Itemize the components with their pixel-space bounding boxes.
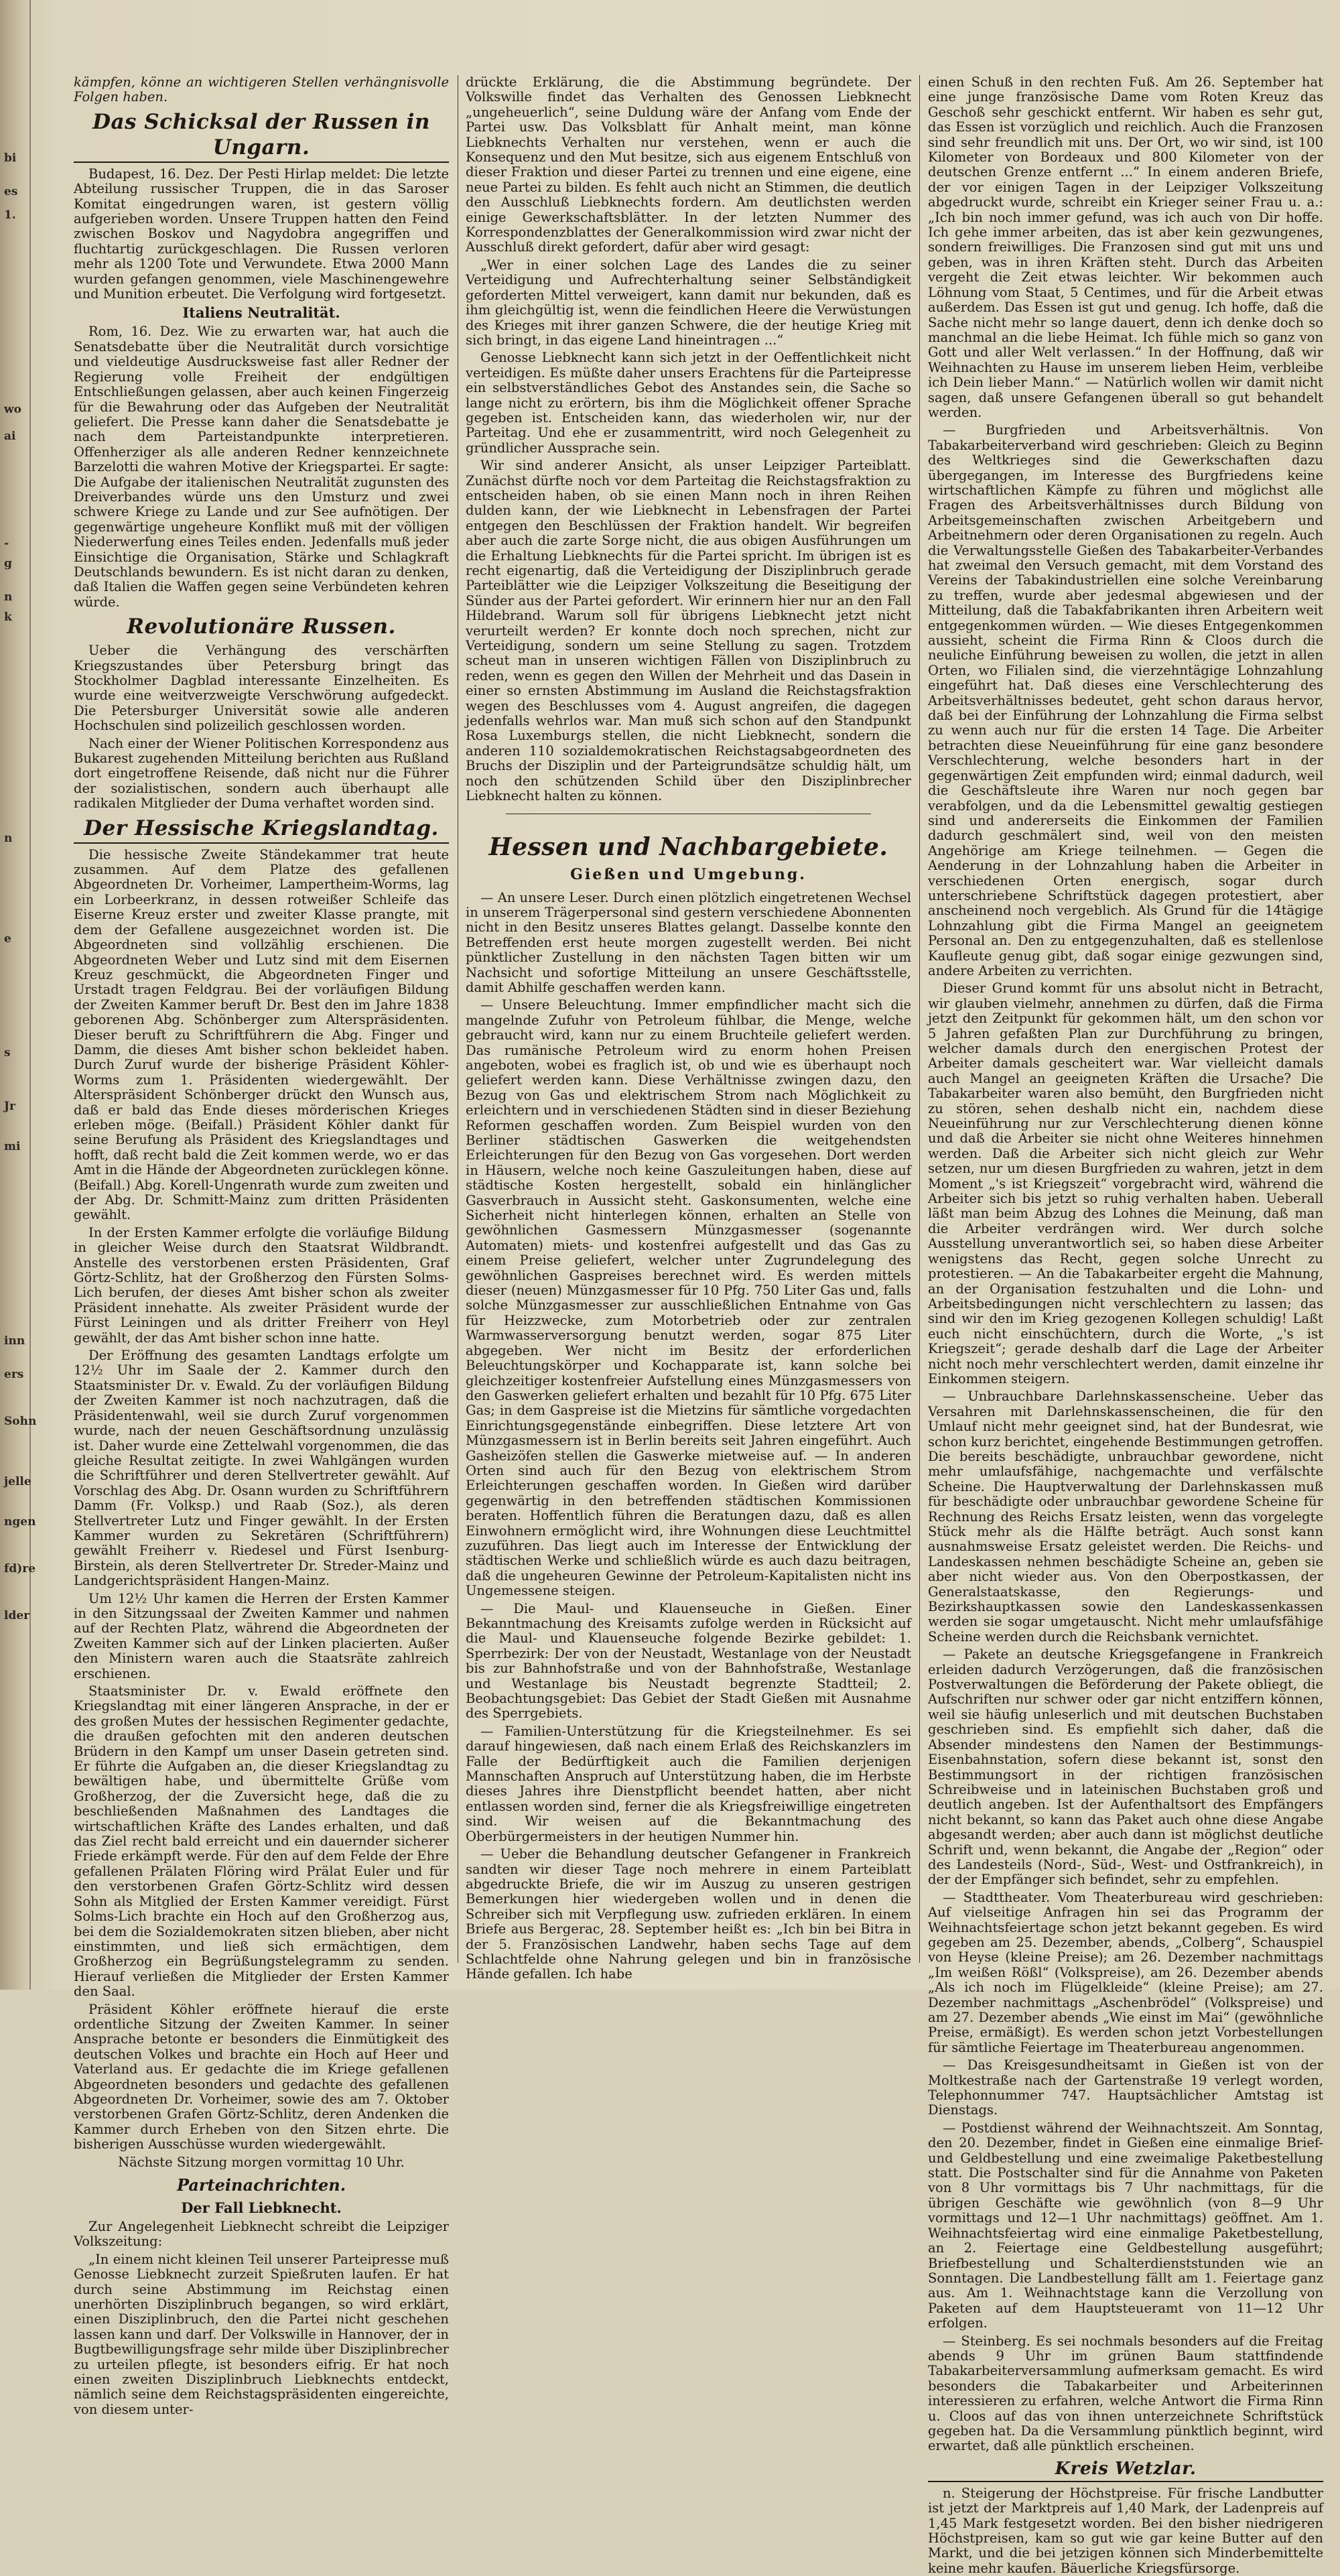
column-right xyxy=(928,74,1323,2576)
margin-fragment: ers xyxy=(4,1368,24,1381)
article-text: Ueber die Verhängung des verschärften Kriegszustandes über Petersburg bringt das Stockholmer Dagblad interessante Einzelheiten. Es wurde eine weitverzweigte Verschwörung aufgedeckt. Die Petersburger Universität sowie alle anderen Hochschulen sind polizeilich geschlossen worden. xyxy=(74,643,449,734)
news-item: — An unsere Leser. Durch einen plötzlich eingetretenen Wechsel in unserem Trägerpersonal sind gestern verschiedene Abonnenten nicht in den Besitz unseres Blattes gelangt. Dasselbe konnte den Betreffenden erst heute morgen zugestellt werden. Bei nicht pünktlicher Zustellung in den nächsten Tagen bitten wir um Nachsicht und sofortige Mitteilung an unsere Geschäftsstelle, damit Abhilfe geschaffen werden kann. xyxy=(466,889,911,995)
news-item: — Postdienst während der Weihnachtszeit. Am Sonntag, den 20. Dezember, findet in Gießen eine einmalige Brief- und Geldbestellung und eine zweimalige Paketbestellung statt. Die Postschalter sind für die Annahme von Paketen von 8 Uhr vormittags bis 7 Uhr nachmittags, für die übrigen Geschäfte wie gewöhnlich (von 8—9 Uhr vormittags und 12—1 Uhr nachmittags) geöffnet. Am 1. Weihnachtsfeiertag wird eine einmalige Paketbestellung, an 2. Feiertage eine Geldbestellung ausgeführt; Briefbestellung und Schalterdienststunden wie an Sonntagen. Die Landbestellung fällt am 1. Feiertage ganz aus. Am 1. Weihnachtstage kann die Verzollung von Paketen auf dem Hauptsteueramt von 11—12 Uhr erfolgen. xyxy=(928,2120,1323,2331)
article-text: Staatsminister Dr. v. Ewald eröffnete den Kriegslandtag mit einer längeren Ansprache, in der er des großen Mutes der hessischen Regimenter gedachte, die draußen gefochten mit den anderen deutschen Brüdern in den Kampf um unser Dasein getreten sind. Er führte die Aufgaben an, die dieser Kriegslandtag zu bewältigen habe, und übermittelte Grüße vom Großherzog, der die Zuversicht hege, daß die zu beschließenden Maßnahmen des Landtages die wirtschaftlichen Kräfte des Landes erhalten, und daß das Ziel recht bald erreicht und ein dauernder sicherer Friede erkämpft werde. Für den auf dem Felde der Ehre gefallenen Prälaten Flöring wird Prälat Euler und für den verstorbenen Grafen Görtz-Schlitz wird dessen Sohn als Mitglied der Ersten Kammer vereidigt. Fürst Solms-Lich brachte ein Hoch auf den Großherzog aus, bei dem die Sozialdemokraten sitzen blieben, aber nicht einstimmten, und ließ sich ermächtigen, dem Großherzog ein Begrüßungstelegramm zu senden. Hierauf verließen die Mitglieder der Ersten Kammer den Saal. xyxy=(74,1683,449,2000)
news-item: Dieser Grund kommt für uns absolut nicht in Betracht, wir glauben vielmehr, annehmen zu dürfen, daß die Firma jetzt den Zeitpunkt für gekommen hält, um den schon vor 5 Jahren gefaßten Plan zur Durchführung zu bringen, welcher damals durch den energischen Protest der Arbeiter damals gescheitert war. War vielleicht damals auch Mangel an geeigneten Kräften die Ursache? Die Tabakarbeiter waren also bemüht, den Burgfrieden nicht zu stören, sehen deshalb nicht ein, nachdem diese Neueinführung nur zur Verschlechterung dienen könne und daß die Arbeiter sie nicht ohne Weiteres hinnehmen werden. Daß die Arbeiter sich nicht gleich zur Wehr setzen, nur um diesen Burgfrieden zu wahren, jetzt in dem Moment „'s ist Kriegszeit“ vorgebracht wird, während die Arbeiter sich bis jetzt so ruhig verhalten haben. Ueberall läßt man beim Abzug des Lohnes die Meinung, daß man die Arbeiter verdrängen wird. Wer durch solche Ausstellung unverantwortlich sei, so haben diese Arbeiter wenigstens das Recht, gegen solche Unrecht zu protestieren. — An die Tabakarbeiter ergeht die Mahnung, an der Organisation festzuhalten und die Lohn- und Arbeitsbedingungen nicht verschlechtern zu lassen; das sind wir den im Krieg gezogenen Kollegen schuldig! Laßt euch nicht einschüchtern, durch die Worte, „'s ist Kriegszeit“; gerade deshalb darf die Lage der Arbeiter nicht noch mehr verschlechtert werden, damit einzelne ihr Einkommen steigern. xyxy=(928,980,1323,1387)
margin-fragment: 1. xyxy=(4,208,16,222)
news-item: — Das Kreisgesundheitsamt in Gießen ist von der Moltkestraße nach der Gartenstraße 19 verlegt worden, Telephonnummer 747. Hauptsächlicher Amtstag ist Dienstags. xyxy=(928,2057,1323,2118)
article-text: Budapest, 16. Dez. Der Pesti Hirlap meldet: Die letzte Abteilung russischer Truppen, die in das Saroser Komitat eingedrungen waren, ist gestern völlig aufgerieben worden. Unsere Truppen hatten den Feind zwischen Boskov und Nagydobra angegriffen und fluchtartig zurückgeschlagen. Die Russen verloren mehr als 1200 Tote und Verwundete. Etwa 2000 Mann wurden gefangen genommen, viele Maschinengewehre und Munition erbeutet. Die Verfolgung wird fortgesetzt. xyxy=(74,166,449,302)
headline-russen-ungarn: Das Schicksal der Russen in Ungarn. xyxy=(74,109,449,163)
margin-fragment: g xyxy=(4,557,12,570)
headline-italien: Italiens Neutralität. xyxy=(182,304,340,322)
news-item: — Unbrauchbare Darlehnskassenscheine. Ueber das Versahren mit Darlehnskassenscheinen, die für den Umlauf nicht mehr geeignet sind, hat der Bundesrat, wie schon kurz berichtet, eingehende Bestimmungen getroffen. Die bereits beschädigte, unbrauchbar gewordene, nicht mehr umlaufsfähige, nachgemachte und verfälschte Scheine. Die Hauptverwaltung der Darlehnskassen muß für beschädigte oder unbrauchbar gewordene Scheine für Rechnung des Reichs Ersatz leisten, wenn das vorgelegte Stück mehr als die Hälfte beträgt. Auch sonst kann ausnahmsweise Ersatz geleistet werden. Die Reichs- und Landeskassen nehmen beschädigte Scheine an, geben sie aber nicht wieder aus. Von den Oberpostkassen, der Generalstaatskasse, den Regierungs- und Bezirkshauptkassen sowie den Landeskassenkassen werden sie sogar umgetauscht. Nicht mehr umlaufsfähige Scheine werden durch die Reichsbank vernichtet. xyxy=(928,1389,1323,1645)
news-item: — Ueber die Behandlung deutscher Gefangener in Frankreich sandten wir dieser Tage noch mehrere in einem Parteiblatt abgedruckte Briefe, die wir im Auszug zu unseren gestrigen Bemerkungen hier wiedergeben wollen und in denen die Schreiber sich mit Verpflegung usw. zufrieden erklären. In einem Briefe aus Bergerac, 28. September heißt es: „Ich bin bei Bitra in der 5. Französischen Landwehr, haben sechs Tage auf dem Schlachtfelde ohne Nahrung gelegen und bin in französische Hände gefallen. Ich habe xyxy=(466,1846,911,1982)
headline-kriegslandtag: Der Hessische Kriegslandtag. xyxy=(74,816,449,844)
column-middle xyxy=(466,74,911,1982)
margin-fragment: Sohn xyxy=(4,1415,37,1428)
column-rule xyxy=(919,75,920,1963)
news-item: — Die Maul- und Klauenseuche in Gießen. Einer Bekanntmachung des Kreisamts zufolge werden in Rücksicht auf die Maul- und Klauenseuche folgende Bezirke gebildet: 1. Sperrbezirk: Der von der Neustadt, Westanlage von der Neustadt bis zur Bahnhofstraße und von der Bahnhofstraße, Westanlage und Westanlage bis Neustadt begrenzte Stadtteil; 2. Beobachtungsgebiet: Das Gebiet der Stadt Gießen mit Ausnahme des Sperrgebiets. xyxy=(466,1600,911,1722)
margin-fragment: es xyxy=(4,185,18,198)
article-text: Nach einer der Wiener Politischen Korrespondenz aus Bukarest zugehenden Mitteilung berichten aus Rußland dort eingetroffene Reisende, daß nicht nur die Führer der sozialistischen, sondern auch überhaupt alle radikalen Mitglieder der Duma verhaftet worden sind. xyxy=(74,735,449,812)
margin-fragment: inn xyxy=(4,1334,25,1348)
binding-edge xyxy=(0,0,37,1990)
article-text: einen Schuß in den rechten Fuß. Am 26. September hat eine junge französische Dame vom Roten Kreuz das Geschoß sehr geschickt entfernt. Wir haben es sehr gut, das Essen ist vorzüglich und reichlich. Auch die Franzosen sind sehr freundlich mit uns. Der Ort, wo wir sind, ist 100 Kilometer von Bordeaux und 800 Kilometer von der deutschen Grenze entfernt ...“ In einem anderen Briefe, der vor einigen Tagen in der Leipziger Volkszeitung abgedruckt wurde, schreibt ein Krieger seiner Frau u. a.: „Ich bin noch immer gefund, was ich auch von Dir hoffe. Ich gehe immer arbeiten, das ist aber kein gezwungenes, sondern freiwilliges. Die Franzosen sind gut mit uns und geben, was in ihren Kräften steht. Durch das Arbeiten vergeht die Zeit etwas leichter. Wir bekommen auch Löhnung vom Staat, 5 Centimes, und für die Arbeit etwas außerdem. Das Essen ist gut und genug. Ich hoffe, daß die Sache nicht mehr so lange dauert, denn ich denke doch so manchmal an die liebe Heimat. Ich fühle mich so ganz von Gott und aller Welt verlassen.“ In der Hoffnung, daß wir Weihnachten zu Hause im unserem lieben Heim, verbleibe ich Dein lieber Mann.“ — Natürlich wollen wir damit nicht sagen, daß unsere Gefangenen überall so gut behandelt werden. xyxy=(928,74,1323,420)
article-quote: „Wer in einer solchen Lage des Landes die zu seiner Verteidigung und Aufrechterhaltung seiner Selbständigkeit geforderten Mittel verweigert, kann damit nur bekunden, daß es ihm gleichgültig ist, wenn die feindlichen Heere die Verwüstungen des Krieges mit ihrer ganzen Schwere, die der heutige Krieg mit sich bringt, in das eigene Land hineintragen ...“ xyxy=(466,257,911,348)
news-item: — Pakete an deutsche Kriegsgefangene in Frankreich erleiden dadurch Verzögerungen, daß die französischen Postverwaltungen die Beförderung der Pakete obliegt, die Aufschriften nur schwer oder gar nicht entziffern können, weil sie häufig unleserlich und mit deutschen Buchstaben geschrieben sind. Es empfiehlt sich daher, daß die Absender mindestens den Namen der Bestimmungs-Eisenbahnstation, sofern diese bekannt ist, sonst den Bestimmungsort in der richtigen französischen Schreibweise und in lateinischen Buchstaben groß und deutlich angeben. Ist der Aufenthaltsort des Empfängers nicht bekannt, so kann das Paket auch ohne diese Angabe abgesandt werden; aber auch dann ist möglichst deutliche Schrift und, wenn bekannt, die Angabe der „Region“ oder des Landesteils (Nord-, Süd-, West- und Ostfrankreich), in der der Empfänger sich befindet, sehr zu empfehlen. xyxy=(928,1647,1323,1888)
article-text: drückte Erklärung, die die Abstimmung begründete. Der Volkswille findet das Verhalten des Genossen Liebknecht „ungeheuerlich“, seine Duldung wäre der Anfang vom Ende der Partei usw. Das Volksblatt für Anhalt meint, man könne Liebknechts Verhalten nur verstehen, wenn er auch die Konsequenz und den Mut besitze, sich aus eigenem Entschluß von dieser Fraktion und dieser Partei zu trennen und eine eigene, eine neue Partei zu bilden. Es fehlt auch nicht an Stimmen, die deutlich den Ausschluß Liebknechts fordern. Am deutlichsten werden einige Gewerkschaftsblätter. In der letzten Nummer des Korrespondenzblattes der Generalkommission wird zwar nicht der Ausschluß direkt gefordert, dafür aber wird gesagt: xyxy=(466,74,911,255)
headline-revolution: Revolutionäre Russen. xyxy=(127,615,396,639)
article-text: Wir sind anderer Ansicht, als unser Leipziger Parteiblatt. Zunächst dürfte noch vor dem Parteitag die Reichstagsfraktion zu entscheiden haben, ob sie einen Mann noch in ihren Reihen dulden kann, der wie Liebknecht in Lebensfragen der Partei entgegen den Beschlüssen der Fraktion handelt. Wir begreifen aber auch die zarte Sorge nicht, die aus obigen Ausführungen um die Erhaltung Liebknechts für die Partei spricht. Im übrigen ist es recht eigenartig, daß die Verteidigung der Disziplinbruch gerade Parteiblätter wie die Leipziger Volkszeitung die Beseitigung der Sünder aus der Partei gefordert. Wir erinnern hier nur an den Fall Hildebrand. Warum soll für übrigens Liebknecht jetzt nicht verurteilt werden? Er konnte doch noch sprechen, nicht zur Verteidigung, sondern um seine Stellung zu sagen. Trotzdem scheut man in unseren wichtigen Fällen von Disziplinbruch zu reden, wenn es gegen den Willen der Mehrheit und das Dasein in einer so ernsten Abstimmung im Ausland die Reichstagsfraktion wegen des Beschlusses vom 4. August angreifen, die dagegen jedenfalls wehrlos war. Man muß sich schon auf den Standpunkt Rosa Luxemburgs stellen, die nicht Liebknecht, sondern die anderen 110 sozialdemokratischen Reichstagsabgeordneten des Bruchs der Disziplin und der Parteigrundsätze schuldig hält, um noch den schützenden Schild über den Disziplinbrecher Liebknecht halten zu können. xyxy=(466,458,911,804)
margin-fragment: jelle xyxy=(4,1475,31,1488)
article-text: Um 12½ Uhr kamen die Herren der Ersten Kammer in den Sitzungssaal der Zweiten Kammer und nahmen auf der Rechten Platz, während die Abgeordneten der Zweiten Kammer sich auf der Linken placierten. Außer den Ministern waren auch die Staatsräte zahlreich erschienen. xyxy=(74,1590,449,1681)
news-item: n. Steigerung der Höchstpreise. Für frische Landbutter ist jetzt der Marktpreis auf 1,40 Mark, der Ladenpreis auf 1,45 Mark festgesetzt worden. Bei den bisher niedrigeren Höchstpreisen, kam so gut wie gar keine Butter auf den Markt, und die bei jetzigen können sich Minderbemittelte keine mehr kaufen. Bäuerliche Kriegsfürsorge. xyxy=(928,2485,1323,2576)
margin-fragment: - xyxy=(4,537,9,550)
news-item: — Steinberg. Es sei nochmals besonders auf die Freitag abends 9 Uhr im grünen Baum stattfindende Tabakarbeiterversammlung aufmerksam gemacht. Es wird besonders die Tabakarbeiter und Arbeiterinnen interessieren zu erfahren, welche Antwort die Firma Rinn u. Cloos auf das von ihnen unterzeichnete Schriftstück gegeben hat. Da die Versammlung pünktlich beginnt, wird erwartet, daß alle pünktlich erscheinen. xyxy=(928,2333,1323,2454)
article-text: Die hessische Zweite Ständekammer trat heute zusammen. Auf dem Platze des gefallenen Abgeordneten Dr. Vorheimer, Lampertheim-Worms, lag ein Lorbeerkranz, in dessen rotweißer Schleife das Eiserne Kreuz erster und zweiter Klasse prangte, mit dem der Gefallene ausgezeichnet worden ist. Die Abgeordneten sind vollzählig erschienen. Die Abgeordneten Weber und Lutz sind mit dem Eisernen Kreuz geschmückt, die Abgeordneten Finger und Urstadt tragen Feldgrau. Bei der vorläufigen Bildung der Zweiten Kammer beruft Dr. Best den im Jahre 1838 geborenen Abg. Schönberger zum Alterspräsidenten. Dieser beruft zu Schriftführern die Abg. Finger und Damm, die dieses Amt bisher schon bekleidet haben. Durch Zuruf wurde der bisherige Präsident Köhler-Worms zum 1. Präsidenten wiedergewählt. Der Alterspräsident Schönberger drückt den Wunsch aus, daß er bald das Ende dieses mörderischen Krieges erleben möge. (Beifall.) Präsident Köhler dankt für seine Berufung als Präsident des Kriegslandtages und hofft, daß recht bald die Zeit kommen werde, wo er das Amt in die Hände der Abgeordneten zurücklegen könne. (Beifall.) Abg. Korell-Ungenrath wurde zum zweiten und der Abg. Dr. Schmitt-Mainz zum dritten Präsidenten gewählt. xyxy=(74,846,449,1223)
margin-fragment: bi xyxy=(4,151,17,165)
article-text: Nächste Sitzung morgen vormittag 10 Uhr. xyxy=(118,2154,405,2170)
headline-parteinachrichten: Parteinachrichten. xyxy=(176,2175,346,2195)
margin-fragment: ai xyxy=(4,430,16,443)
headline-kreis-wetzlar: Kreis Wetzlar. xyxy=(928,2458,1323,2482)
margin-fragment: n xyxy=(4,590,13,604)
article-text: „In einem nicht kleinen Teil unserer Parteipresse muß Genosse Liebknecht zurzeit Spießruten laufen. Er hat durch seine Abstimmung im Reichstag einen unerhörten Disziplinbruch begangen, so wird erklärt, einen Disziplinbruch, den die Partei nicht geschehen lassen kann und darf. Der Volkswille in Hannover, der in Bugtbewilligungsfrage sehr milde über Disziplinbrecher zu urteilen pflegte, ist besonders eifrig. Er hat noch einen zweiten Disziplinbruch Liebknechts entdeckt, nämlich seine dem Reichstagspräsidenten eingereichte, von diesem unter- xyxy=(74,2251,449,2417)
news-item: — Stadttheater. Vom Theaterbureau wird geschrieben: Auf vielseitige Anfragen hin sei das Programm der Weihnachtsfeiertage schon jetzt bekannt gegeben. Es wird gegeben am 25. Dezember, abends, „Colberg“, Schauspiel von Heyse (kleine Preise); am 26. Dezember nachmittags „Im weißen Rößl“ (Volkspreise), am 26. Dezember abends „Als ich noch im Flügelkleide“ (kleine Preise); am 27. Dezember nachmittags „Aschenbrödel“ (Volkspreise) und am 27. Dezember abends „Wie einst im Mai“ (gewöhnliche Preise, ermäßigt). Es werden schon jetzt Vorbestellungen für sämtliche Feiertage im Theaterbureau angenommen. xyxy=(928,1889,1323,2055)
margin-fragment: Jr xyxy=(4,1100,15,1113)
news-item: — Familien-Unterstützung für die Kriegsteilnehmer. Es sei darauf hingewiesen, daß nach einem Erlaß des Reichskanzlers im Falle der Bedürftigkeit auch die Familien derjenigen Mannschaften Anspruch auf Unterstützung haben, die im Herbste dieses Jahres ihre Dienstpflicht beendet hatten, aber nicht entlassen worden sind, ferner die als Kriegsfreiwillige eingetreten sind. Wir weisen auf die Bekanntmachung des Oberbürgermeisters in der heutigen Nummer hin. xyxy=(466,1723,911,1844)
news-item: — Burgfrieden und Arbeitsverhältnis. Von Tabakarbeiterverband wird geschrieben: Gleich zu Beginn des Weltkrieges sind die Gewerkschaften dazu übergegangen, im Interesse des Burgfriedens keine wirtschaftlichen Kämpfe zu führen und möglichst alle Fragen des Arbeitsverhältnisses durch Bildung von Arbeitsgemeinschaften zwischen Arbeitgebern und Arbeitnehmern oder deren Organisationen zu regeln. Auch die Verwaltungsstelle Gießen des Tabakarbeiter-Verbandes hat zweimal den Versuch gemacht, mit dem Vorstand des Vereins der Tabakindustriellen eine solche Vereinbarung zu treffen, wurde aber jedesmal abgewiesen und der Mitteilung, daß die Tabakfabrikanten ihren Arbeitern weit entgegenkommen würden. — Wie dieses Entgegenkommen aussieht, scheint die Firma Rinn & Cloos durch die neuliche Einführung beweisen zu wollen, die jetzt in allen Orten, wo Filialen sind, die vierzehntägige Lohnzahlung eingeführt hat. Daß dieses eine Verschlechterung des Arbeitsverhältnisses bedeutet, geht schon daraus hervor, daß bei der Einführung der Lohnzahlung die Firma selbst zu wenn auch nur für die ersten 14 Tage. Die Arbeiter betrachten diese Neueinführung für eine ganz besondere Verschlechterung, welche besonders hart in der gegenwärtigen Zeit empfunden wird; einmal dadurch, weil die Geschäftsleute ihre Waren nur noch gegen bar verabfolgen, und da die Lebensmittel gewaltig gestiegen sind und andererseits die Einkommen der Familien dadurch geschmälert sind, weil von den meisten Angehörige am Kriege teilnehmen. — Gegen die Aenderung in der Lohnzahlung haben die Arbeiter in verschiedenen Orten energisch, sogar durch unterschriebene Schriftstück dagegen protestiert, aber anscheinend noch vergeblich. Als Grund für die 14tägige Lohnzahlung gibt die Firma Mangel an geeignetem Personal an. Den zu entgegenzuhalten, daß es stellenlose Kaufleute genug gibt, daß sogar einige gezwungen sind, andere Arbeiten zu verrichten. xyxy=(928,422,1323,978)
margin-fragment: ngen xyxy=(4,1515,36,1529)
margin-fragment: s xyxy=(4,1046,11,1059)
margin-fragment: wo xyxy=(4,403,21,416)
margin-fragment: mi xyxy=(4,1140,21,1153)
margin-fragment: lder xyxy=(4,1609,30,1622)
margin-fragment: fd)re xyxy=(4,1562,36,1575)
column-left xyxy=(74,74,449,2417)
intro-text: kämpfen, könne an wichtigeren Stellen verhängnisvolle Folgen haben. xyxy=(74,74,449,105)
news-item: — Unsere Beleuchtung. Immer empfindlicher macht sich die mangelnde Zufuhr von Petroleum fühlbar, die Menge, welche gebraucht wird, kann nur zu einem Bruchteile geliefert werden. Das rumänische Petroleum wird zu enorm hohen Preisen angeboten, wobei es fraglich ist, ob und wie es überhaupt noch geliefert werden kann. Diese Verhältnisse zwingen dazu, den Bezug von Gas und elektrischem Strom nach Möglichkeit zu erleichtern und in verschiedenen Städten sind in dieser Beziehung Reformen geschaffen worden. Zum Beispiel wurden von den Berliner städtischen Gaswerken die weitgehendsten Erleichterungen für den Bezug von Gas vorgesehen. Dort werden in Häusern, welche noch keine Gaszuleitungen haben, diese auf städtische Kosten hergestellt, sobald ein hinlänglicher Gasverbrauch in Aussicht steht. Gaskonsumenten, welche eine Sicherheit nicht hinterlegen können, erhalten an Stelle von gewöhnlichen Gasmessern Münzgasmesser (sogenannte Automaten) miets- und kostenfrei aufgestellt und das Gas zu einem Preise geliefert, welcher unter Zugrundelegung des gewöhnlichen Gaspreises berechnet wird. Es werden mittels dieser (neuen) Münzgasmesser für 10 Pfg. 750 Liter Gas und, falls solche Münzgasmesser zur ausschließlichen Entnahme von Gas für Heizzwecke, zum Motorbetrieb oder zur zentralen Warmwasserversorgung benutzt werden, sogar 875 Liter abgegeben. Wer nicht im Besitz der erforderlichen Beleuchtungskörper und Kochapparate ist, kann solche bei gleichzeitiger kostenfreier Aufstellung eines Münzgasmessers von den Gaswerken geliefert erhalten und bezahlt für 10 Pfg. 675 Liter Gas; in dem Gaspreise ist die Mietzins für sämtliche vorgedachten Einrichtungsgegenstände einbegriffen. Diese letztere Art von Münzgasmessern ist in Berlin bereits seit Jahren eingeführt. Auch Gasheizöfen stellen die Gaswerke mietweise auf. — In anderen Orten sind auch für den Bezug von elektrischem Strom Erleichterungen geschaffen worden. In Gießen wird darüber gegenwärtig in den betreffenden städtischen Kommissionen beraten. Hoffentlich führen die Beratungen dazu, daß es allen Einwohnern ermöglicht wird, ihre Wohnungen diese Leuchtmittel zuzuführen. Das liegt auch im Interesse der Entwicklung der städtischen Werke und schließlich würde es auch dazu beitragen, daß die ungeheuren Gewinne der Petroleum-Kapitalisten nicht ins Ungemessene steigen. xyxy=(466,997,911,1599)
article-text: Präsident Köhler eröffnete hierauf die erste ordentliche Sitzung der Zweiten Kammer. In seiner Ansprache betonte er besonders die Einmütigkeit des deutschen Volkes und brachte ein Hoch auf Heer und Vaterland aus. Er gedachte die im Kriege gefallenen Abgeordneten besonders und gedachte des gefallenen Abgeordneten Dr. Vorheimer, sowie des am 7. Oktober verstorbenen Grafen Görtz-Schlitz, deren Andenken die Kammer durch Erheben von den Sitzen ehrte. Die bisherigen Ausschüsse wurden wiedergewählt. xyxy=(74,2001,449,2152)
margin-fragment: n xyxy=(4,832,13,845)
article-text: In der Ersten Kammer erfolgte die vorläufige Bildung in gleicher Weise durch den Staatsrat Wildbrandt. Anstelle des verstorbenen ersten Präsidenten, Graf Görtz-Schlitz, hat der Großherzog den Fürsten Solms-Lich berufen, der dieses Amt bisher schon als zweiter Präsident innehatte. Als zweiter Präsident wurde der Fürst Leiningen und als dritter Freiherr von Heyl gewählt, der das Amt bisher schon inne hatte. xyxy=(74,1224,449,1346)
article-text: Genosse Liebknecht kann sich jetzt in der Oeffentlichkeit nicht verteidigen. Es müßte daher unsers Erachtens für die Parteipresse ein selbstverständliches Gebot des Anstandes sein, die Sache so lange nicht zu erörtern, bis ihm die Möglichkeit offener Sprache gegeben ist. Entscheiden kann, das wiederholen wir, nur der Parteitag. Und ehe er zusammentritt, wird noch Gelegenheit zu gründlicher Aussprache sein. xyxy=(466,350,911,456)
section-title-hessen: Hessen und Nachbargebiete. xyxy=(488,832,888,861)
margin-fragment: e xyxy=(4,932,11,946)
margin-fragment: k xyxy=(4,610,12,624)
headline-fall-liebknecht: Der Fall Liebknecht. xyxy=(181,2199,342,2216)
section-subtitle-giessen: Gießen und Umgebung. xyxy=(570,865,807,883)
article-text: Der Eröffnung des gesamten Landtags erfolgte um 12½ Uhr im Saale der 2. Kammer durch den Staatsminister Dr. v. Ewald. Zu der vorläufigen Bildung der Zweiten Kammer ist noch nachzutragen, daß die Präsidentenwahl, weil sie durch Zuruf vorgenommen wurde, nach der neuen Geschäftsordnung unzulässig ist. Daher wurde eine Zettelwahl vorgenommen, die das gleiche Resultat zeitigte. In zwei Wahlgängen wurden die Schriftführer und deren Stellvertreter gewählt. Auf Vorschlag des Abg. Dr. Osann wurden zu Schriftführern Damm (Fr. Volksp.) und Raab (Soz.), als deren Stellvertreter Lutz und Finger gewählt. In der Ersten Kammer wurden zu Sekretären (Schriftführern) gewählt Freiherr v. Riedesel und Fürst Isenburg-Birstein, als deren Stellvertreter Dr. Streder-Mainz und Landgerichtspräsident Hangen-Mainz. xyxy=(74,1348,449,1589)
article-text: Zur Angelegenheit Liebknecht schreibt die Leipziger Volkszeitung: xyxy=(74,2219,449,2250)
article-text: Rom, 16. Dez. Wie zu erwarten war, hat auch die Senatsdebatte über die Neutralität durch vorsichtige und vieldeutige Ausdrucksweise fast aller Redner der Regierung volle Freiheit der endgültigen Entschließungen gelassen, aber auch keinen Fingerzeig für die Bewahrung oder das Aufgeben der Neutralität geliefert. Die Presse kann daher die Senatsdebatte je nach dem Parteistandpunkte interpretieren. Offenherziger als alle anderen Redner kennzeichnete Barzelotti die wahren Motive der Kriegspartei. Er sagte: Die Aufgabe der italienischen Neutralität zugunsten des Dreiverbandes würde uns den Umsturz und zwei schwere Kriege zu Lande und zur See aufnötigen. Der gegenwärtige ungeheure Konflikt muß mit der völligen Niederwerfung eines Teiles enden. Jedenfalls muß jeder Einsichtige die Organisation, Stärke und Schlagkraft Deutschlands bewundern. Es ist nicht daran zu denken, daß Italien die Waffen gegen seine Verbündeten kehren würde. xyxy=(74,324,449,610)
